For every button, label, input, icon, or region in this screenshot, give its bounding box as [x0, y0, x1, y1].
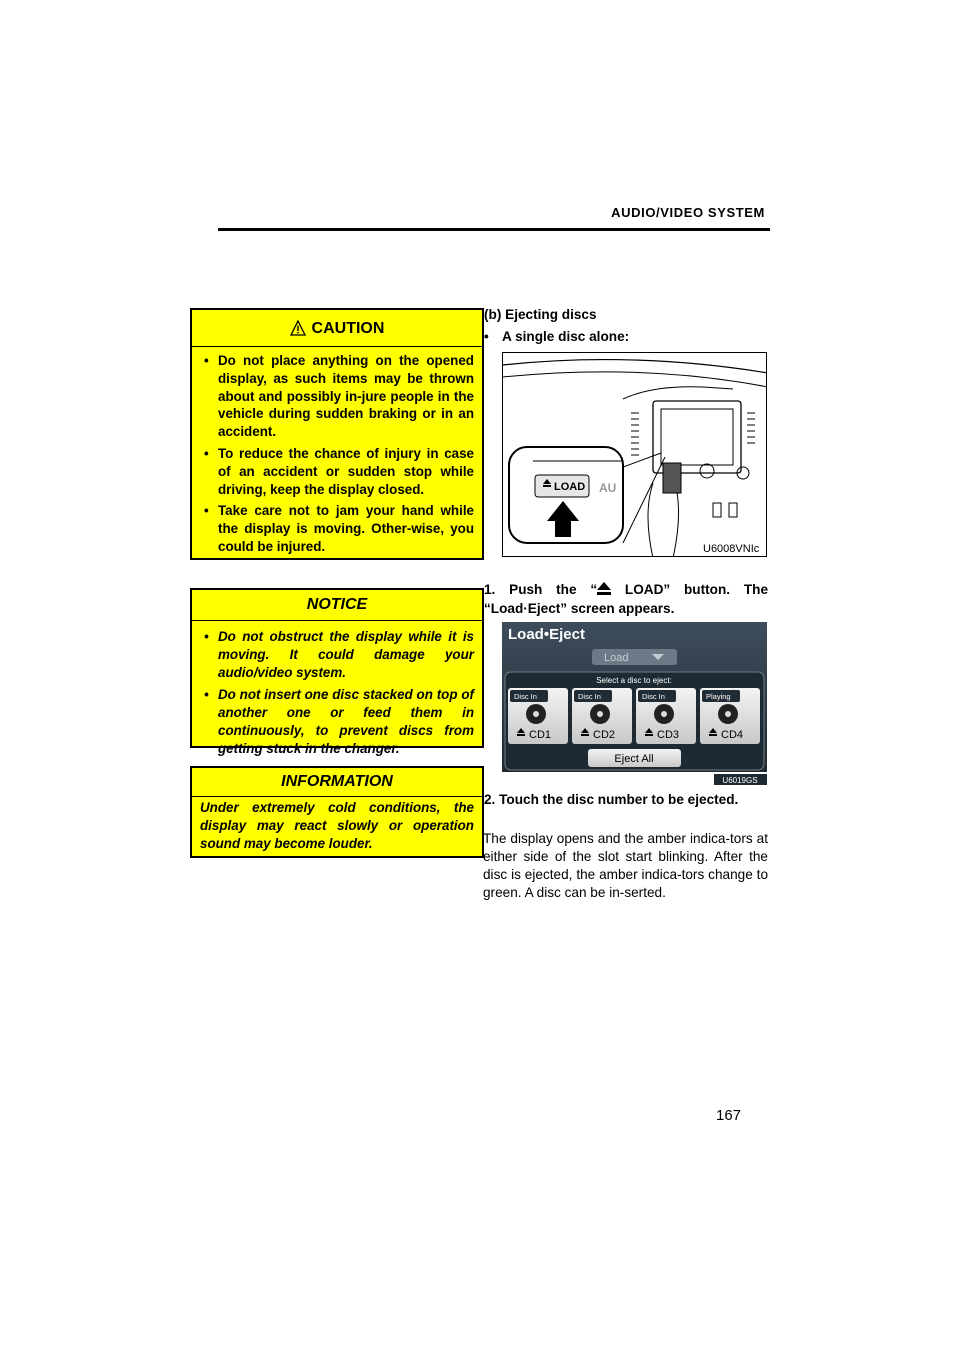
load-eject-screen	[502, 622, 767, 786]
dashboard-drawing	[503, 353, 767, 557]
disc-icon	[526, 704, 546, 724]
bullet-line	[484, 329, 629, 344]
bullet-text: A single disc alone:	[502, 329, 630, 344]
notice-item	[204, 628, 474, 681]
figure2-code: U6019GS	[722, 776, 758, 785]
step1-text	[484, 580, 768, 618]
eject-icon	[597, 582, 611, 595]
section-header-title: AUDIO/VIDEO SYSTEM	[611, 205, 765, 220]
caution-list	[204, 352, 474, 560]
bullet-icon: •	[204, 503, 209, 519]
figure1-partial-label: AU	[599, 481, 617, 495]
section-heading: (b) Ejecting discs	[484, 307, 597, 322]
load-button-label: Load	[604, 652, 629, 664]
load-button[interactable]	[592, 649, 677, 665]
bullet-icon: •	[204, 687, 209, 703]
caution-heading	[192, 320, 482, 338]
caution-item	[204, 352, 474, 441]
load-eject-drawing	[502, 622, 767, 786]
disc-status: Disc In	[578, 692, 601, 701]
disc-icon	[590, 704, 610, 724]
caution-box	[190, 308, 484, 560]
disc-status: Playing	[706, 692, 731, 701]
bullet-icon: •	[204, 629, 209, 644]
warning-triangle-icon	[290, 320, 306, 336]
step1-suffix: LOAD” button. The “Load·Eject” screen appears.	[484, 582, 768, 616]
disc-name: CD1	[529, 729, 552, 741]
disc-button-cd3[interactable]	[636, 688, 696, 744]
disc-name: CD2	[593, 729, 616, 741]
bullet-icon: •	[204, 445, 209, 461]
caution-item-text: Do not place anything on the opened display, as such items may be thrown about and possibly in-jure people in the vehicle during sudden braking or in an accident.	[218, 353, 474, 440]
notice-rule	[192, 620, 482, 621]
figure1-load-label: LOAD	[554, 481, 586, 493]
disc-status: Disc In	[642, 692, 665, 701]
select-disc-prompt: Select a disc to eject:	[596, 676, 672, 685]
information-box	[190, 766, 484, 858]
disc-button-cd4[interactable]	[700, 688, 760, 744]
disc-icon	[718, 704, 738, 724]
eject-all-label: Eject All	[614, 753, 654, 765]
caution-item-text: To reduce the chance of injury in case of an accident or sudden stop while driving, keep the display closed.	[218, 445, 474, 497]
caution-rule	[192, 346, 482, 347]
information-title: INFORMATION	[281, 773, 393, 790]
caution-item	[204, 502, 474, 555]
caution-item-text: Take care not to jam your hand while the display is moving. Other-wise, you could be injured.	[218, 503, 474, 554]
notice-box	[190, 588, 484, 756]
eject-all-button[interactable]	[588, 749, 681, 767]
screen-title: Load•Eject	[508, 626, 585, 643]
body-paragraph: The display opens and the amber indica-tors at either side of the slot start blinking. After the disc is ejected, the amber indica-tors change to green. A disc can be in-serted.	[483, 831, 768, 900]
disc-icon	[654, 704, 674, 724]
figure1-code: U6008VNIc	[703, 543, 760, 555]
header-rule	[218, 228, 770, 231]
information-rule	[192, 796, 482, 797]
page-number: 167	[716, 1107, 742, 1124]
notice-item-text: Do not obstruct the display while it is moving. It could damage your audio/video system.	[218, 629, 474, 680]
disc-button-cd2[interactable]	[572, 688, 632, 744]
step2-text: 2. Touch the disc number to be ejected.	[484, 792, 739, 807]
disc-name: CD3	[657, 729, 680, 741]
notice-item	[204, 686, 474, 757]
disc-button-cd1[interactable]	[508, 688, 568, 744]
disc-status: Disc In	[514, 692, 537, 701]
bullet-icon: •	[484, 329, 489, 344]
information-text: Under extremely cold conditions, the display may react slowly or operation sound may become louder.	[200, 800, 474, 851]
caution-title: CAUTION	[311, 320, 385, 337]
dashboard-illustration	[502, 352, 767, 557]
step1-prefix: 1. Push the “	[484, 582, 598, 597]
notice-list	[204, 628, 474, 763]
disc-name: CD4	[721, 729, 744, 741]
bullet-icon: •	[204, 353, 209, 368]
notice-title: NOTICE	[306, 596, 368, 613]
caution-item	[204, 445, 474, 498]
notice-item-text: Do not insert one disc stacked on top of another one or feed them in continuously, to prevent discs from getting stuck in the changer.	[218, 687, 474, 756]
